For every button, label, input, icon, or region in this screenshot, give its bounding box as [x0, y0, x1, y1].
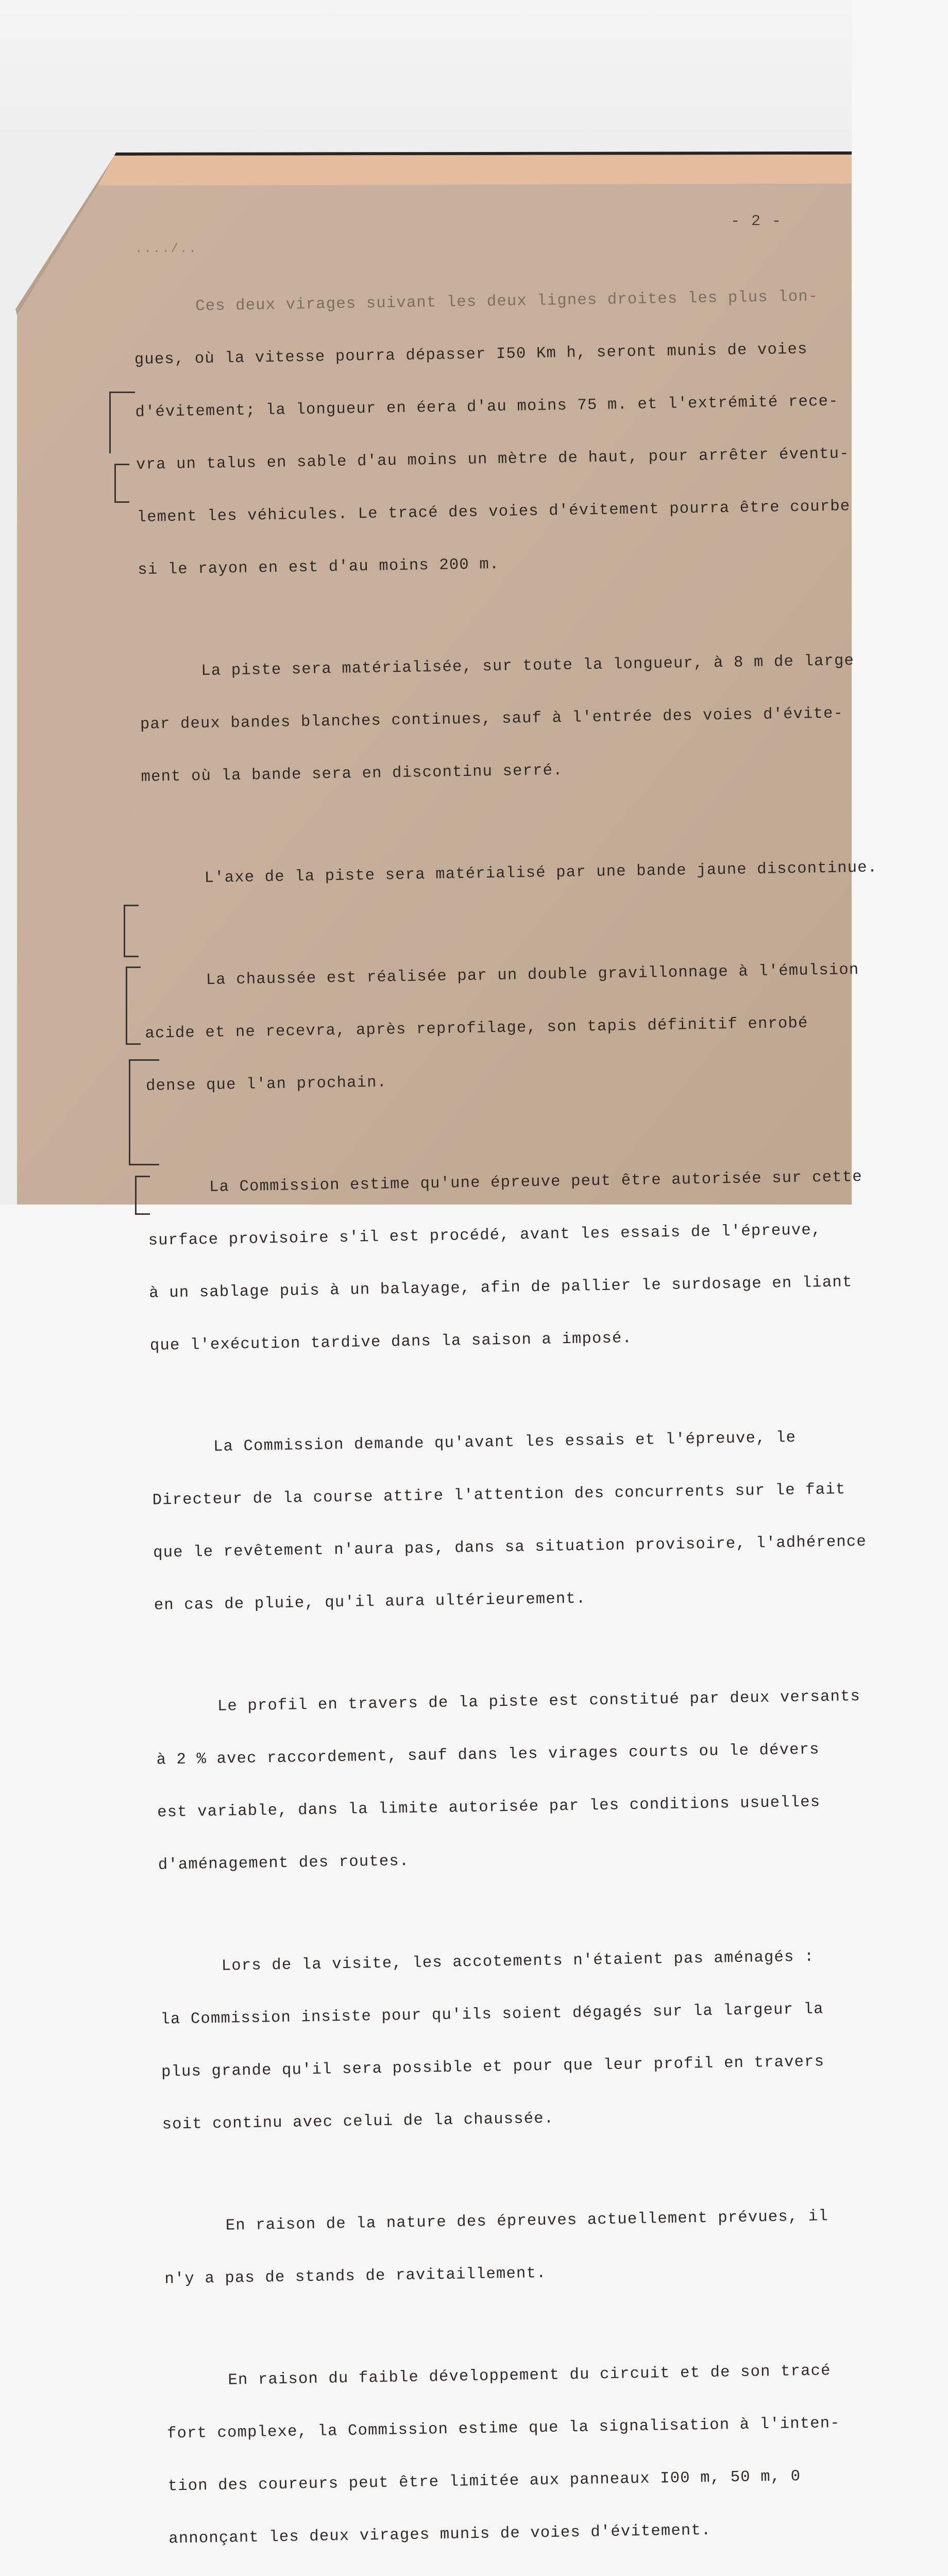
continuation-mark: ..../.. [135, 242, 198, 256]
text-line: acide et ne recevra, après reprofilage, son tapis définitif enrobé [145, 1014, 808, 1043]
text-line: surface provisoire s'il est procédé, avant les essais de l'épreuve, [148, 1222, 822, 1250]
page-number: - 2 - [731, 213, 783, 230]
text-line: que le revêtement n'aura pas, dans sa situation provisoire, l'adhérence [153, 1533, 867, 1562]
margin-tick [129, 1059, 143, 1061]
text-line: n'y a pas de stands de ravitaillement. [164, 2264, 547, 2289]
text-line: La chaussée est réalisée par un double gravillonnage à l'émulsion [206, 961, 859, 989]
text-line: la Commission insiste pour qu'ils soient dégagés sur la largeur la [160, 2001, 824, 2029]
paragraph [133, 251, 911, 614]
text-line: ment où la bande sera en discontinu serré. [141, 762, 563, 786]
text-line: L'axe de la piste sera matérialisé par une bande jaune discontinue. [204, 859, 878, 887]
text-line: lement les véhicules. Le tracé des voies d'évitement pourra être courbe [137, 498, 851, 527]
text-line: tion des coureurs peut être limitée aux panneaux I00 m, 50 m, 0 [167, 2468, 801, 2496]
margin-bracket [109, 393, 114, 453]
text-line: en cas de pluie, qu'il aura ultérieurement. [154, 1590, 586, 1615]
text-line: à un sablage puis à un balayage, afin de pallier le surdosage en liant [149, 1274, 853, 1302]
text-line: plus grande qu'il sera possible et pour que leur profil en travers [161, 2053, 825, 2081]
margin-bracket [124, 905, 139, 957]
paragraph [159, 1911, 936, 2169]
text-line: La piste sera matérialisée, sur toute la longueur, à 8 m de large [201, 652, 855, 681]
text-line: La Commission demande qu'avant les essais et l'épreuve, le [213, 1429, 797, 1456]
text-line: annonçant les deux virages munis de voies d'évitement. [168, 2521, 712, 2548]
paragraph [165, 2326, 942, 2576]
paragraph [142, 823, 916, 923]
text-line: d'aménagement des routes. [158, 1852, 410, 1874]
text-line: gues, où la vitesse pourra dépasser I50 Km h, seront munis de voies [134, 341, 808, 369]
paragraph [151, 1392, 927, 1650]
paragraph [155, 1652, 932, 1909]
paragraph [144, 925, 920, 1130]
paragraph [163, 2171, 938, 2324]
margin-tick [109, 392, 135, 393]
text-line: soit continu avec celui de la chaussée. [162, 2110, 554, 2134]
text-line: Le profil en travers de la piste est constitué par deux versants [217, 1688, 861, 1716]
text-line: fort complexe, la Commission estime que la signalisation à l'inten- [166, 2414, 840, 2443]
text-line: si le rayon en est d'au moins 200 m. [138, 555, 500, 579]
text-line: En raison du faible développement du circuit et de son tracé [228, 2362, 831, 2389]
text-line: En raison de la nature des épreuves actuellement prévues, il [225, 2208, 829, 2235]
text-line: Directeur de la course attire l'attention des concurrents sur le fait [152, 1481, 846, 1510]
text-line: que l'exécution tardive dans la saison a imposé. [149, 1330, 633, 1355]
text-line: d'évitement; la longueur en éera d'au moins 75 m. et l'extrémité rece- [135, 393, 839, 421]
letter-body [133, 251, 948, 2576]
text-line: La Commission estime qu'une épreuve peut être autorisée sur cette [209, 1168, 862, 1196]
text-line: Lors de la visite, les accotements n'étaient pas aménagés : [221, 1948, 815, 1975]
margin-bracket [126, 967, 141, 1045]
text-line: par deux bandes blanches continues, sauf à l'entrée des voies d'évite- [140, 705, 844, 734]
text-line: dense que l'an prochain. [145, 1074, 387, 1095]
margin-bracket [114, 464, 129, 503]
text-line: est variable, dans la limite autorisée par les conditions usuelles [157, 1793, 821, 1822]
paragraph [147, 1132, 923, 1390]
text-line: vra un talus en sable d'au moins un mètre de haut, pour arrêter éventu- [136, 445, 850, 474]
text-line: Ces deux virages suivant les deux lignes droites les plus lon- [195, 288, 819, 316]
paragraph [139, 616, 915, 821]
text-line: à 2 % avec raccordement, sauf dans les virages courts ou le dévers [156, 1741, 820, 1769]
